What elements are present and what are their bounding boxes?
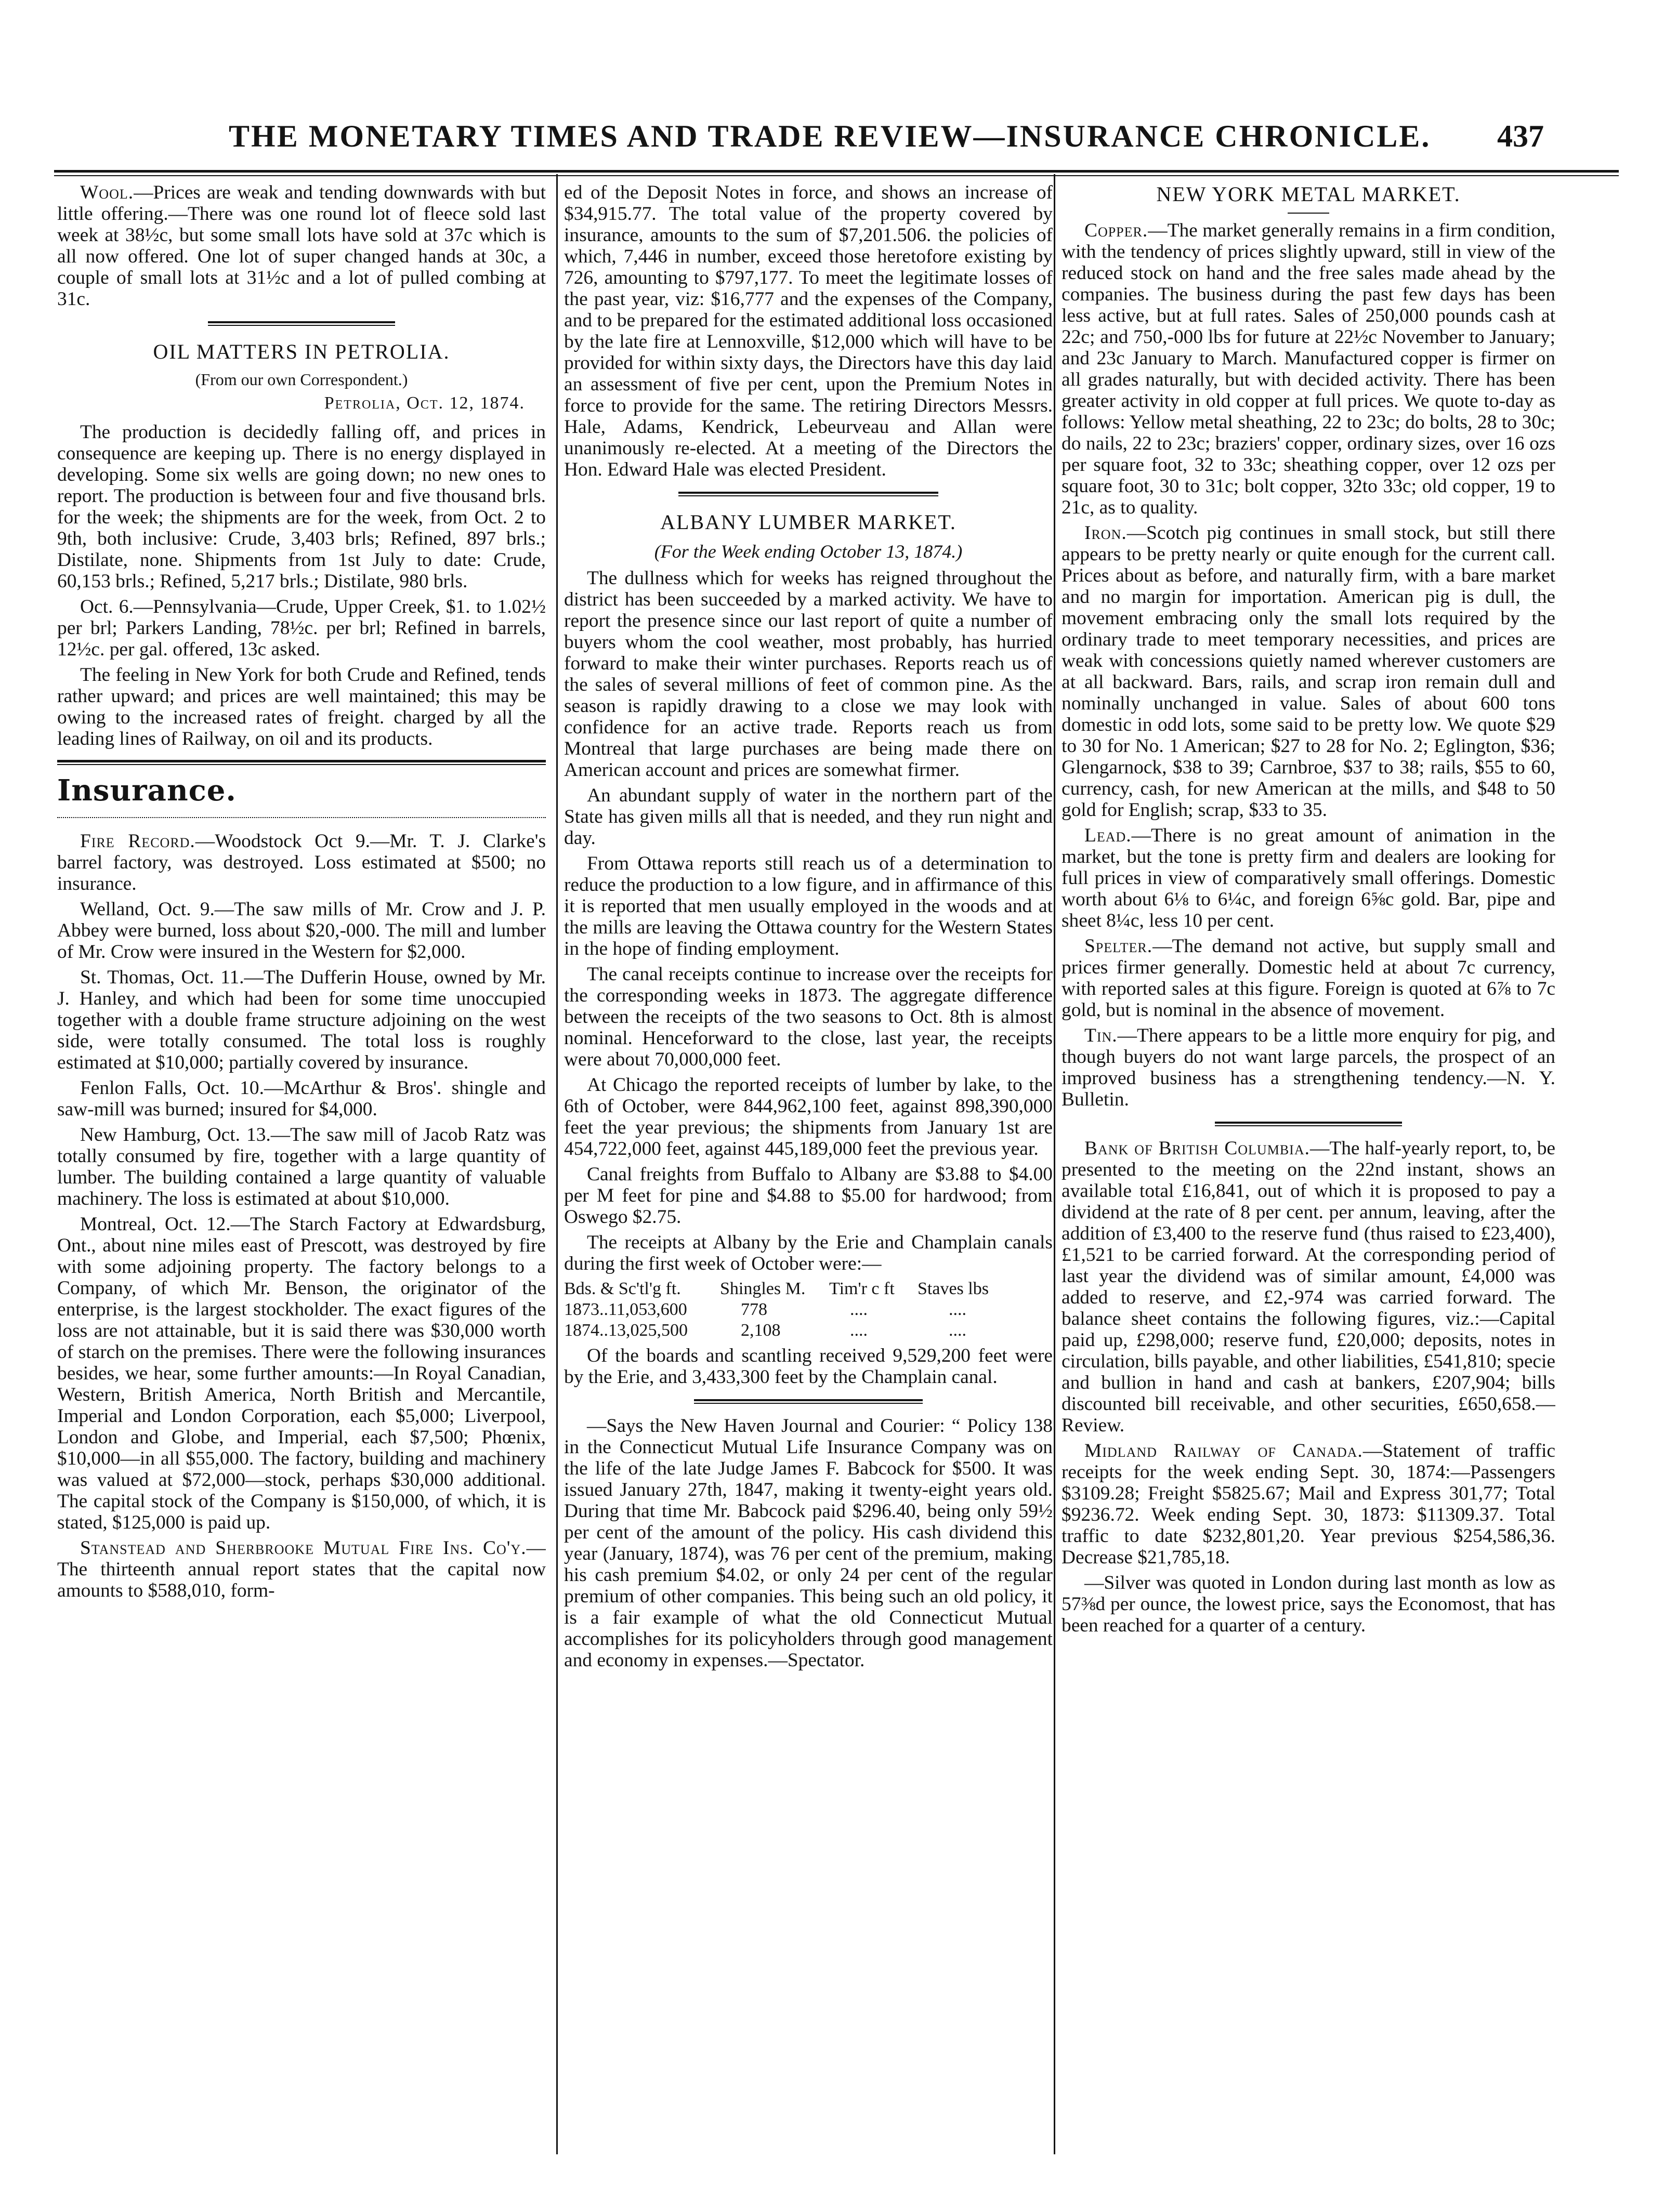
bank-text: —The half-yearly report, to, be presented to the meeting on the 22nd instant, shows an available total £16,841, out of which it is proposed to pay a dividend at the rate of 8 per cent. per annum, leaving, after the addition of £3,400 to the reserve fund (thus raised to £23,400), £1,521 to be carried forward. At the corresponding period of last year the dividend was of similar amount, £4,000 was added to reserve, and £2,-974 was carried forward. The balance sheet contains the following figures, viz.:—Capital paid up, £298,000; reserve fund, £20,000; deposits, notes in circulation, bills payable, and other liabilities, £541,810; specie and bullion in hand and cash at bankers, £207,904; bills discounted bill receivable, and other securities, £650,658.—Review.: [1062, 1138, 1555, 1436]
new-hamburg-paragraph: New Hamburg, Oct. 13.—The saw mill of Jacob Ratz was totally consumed by fire, together with a large quantity of lumber. The building contained a large quantity of valuable machinery. The loss is estimated at about $10,000.: [57, 1124, 546, 1209]
fire-record-lead: Fire Record.: [80, 831, 195, 852]
albany-subheading: (For the Week ending October 13, 1874.): [654, 541, 963, 562]
table-row: [564, 1320, 1053, 1341]
montreal-paragraph: Montreal, Oct. 12.—The Starch Factory at Edwardsburg, Ont., about nine miles east of Prescott, was destroyed by fire with some adjoining property. The factory belongs to a Company, of which Mr. Benson, the originator of the enterprise, is the largest stockholder. The exact figures of the loss are not attainable, but it is said there was $30,000 worth of starch on the premises. There were the following insurances besides, we hear, some further amounts:—In Royal Canadian, Western, British America, North British and Mercantile, Imperial and London Corporation, each $5,000; Liverpool, London and Globe, and Imperial, each $7,500; Phœnix, $10,000—in all $55,000. The factory, building and machinery was valued at $72,000—stock, perhaps $30,000 additional. The capital stock of the Company is $150,000, of which, it is stated, $125,000 is paid up.: [57, 1214, 546, 1533]
albany-paragraph-1: The dullness which for weeks has reigned throughout the district has been succeeded by a marked activity. We have to report the presence since our last report of quite a number of buyers whom the cool weather, most probably, has hurried forward to make their winter purchases. Reports reach us of the sales of several millions of feet of common pine. As the season is rapidly drawing to a close we may look with confidence for an active trade. Reports reach us from Montreal that large purchases are being made there on American account and prices are somewhat firmer.: [564, 568, 1053, 781]
oil-paragraph-2: Oct. 6.—Pennsylvania—Crude, Upper Creek, $1. to 1.02½ per brl; Parkers Landing, 78½c. per brl; Refined in barrels, 12½c. per gal. offered, 13c asked.: [57, 596, 546, 660]
page-number: 437: [1497, 119, 1544, 153]
section-rule: [1215, 1122, 1402, 1126]
stanstead-continued: ed of the Deposit Notes in force, and shows an increase of $34,915.77. The total value of the property covered by insurance, amounts to the sum of $7,201.506. the policies of which, 7,446 in number, exceed those heretofore existing by 726, amounting to $797,177. To meet the legitimate losses of the past year, viz: $16,777 and the expenses of the Company, and to be prepared for the estimated additional loss occasioned by the late fire at Lennoxville, $12,000 which will have to be provided for within sixty days, the Directors have this day laid an assessment of five per cent, upon the Premium Notes in force to provide for the same. The retiring Directors Messrs. Hale, Adams, Kendrick, Lebeurveau and Allan were unanimously re-elected. At a meeting of the Directors the Hon. Edward Hale was elected President.: [564, 182, 1053, 480]
column-1: [57, 182, 546, 2167]
albany-heading: ALBANY LUMBER MARKET.: [660, 510, 957, 534]
albany-paragraph-2: An abundant supply of water in the northern part of the State has given mills all that is needed, and they run night and day.: [564, 785, 1053, 849]
table-header-cell: Staves lbs: [918, 1279, 989, 1298]
section-rule: [678, 492, 938, 496]
iron-lead: Iron.: [1084, 522, 1127, 544]
albany-paragraph-3: From Ottawa reports still reach us of a determination to reduce the production to a low figure, and in affirmance of this it is reported that men usually employed in the woods and at the mills are leaving the Ottawa country for the Western States in the hope of finding employment.: [564, 853, 1053, 959]
table-cell: ....: [850, 1300, 868, 1319]
stanstead-paragraph: [57, 1537, 546, 1601]
insurance-heading: Insurance.: [57, 773, 237, 808]
masthead-title: THE MONETARY TIMES AND TRADE REVIEW—INSURANCE CHRONICLE.: [229, 119, 1431, 153]
fire-record-text: —Woodstock Oct 9.—Mr. T. J. Clarke's barrel factory, was destroyed. Loss estimated at $500; no insurance.: [57, 831, 546, 894]
midland-text: —Statement of traffic receipts for the week ending Sept. 30, 1874:—Passengers $3109.28; Freight $5825.67; Mail and Express 301,77; Total $9236.72. Week ending Sept. 30, 1873: $11309.37. Total traffic to date $232,801,20. Year previous $254,586,36. Decrease $21,785,18.: [1062, 1440, 1555, 1568]
copper-text: —The market generally remains in a firm condition, with the tendency of prices slightly upward, still in view of the reduced stock on hand and the free sales made ahead by the companies. The business during the past few days has been less active, but at full rates. Sales of 250,000 pounds cash at 22c; and 750,-000 lbs for future at 22½c November to January; and 23c January to March. Manufactured copper is firmer on all grades naturally, but with decided activity. There has been greater activity in old copper at full prices. We quote to-day as follows: Yellow metal sheathing, 22 to 23c; do bolts, 28 to 30c; do nails, 22 to 23c; braziers' copper, ordinary sizes, over 16 ozs per square foot, 32 to 33c; sheathing copper, over 12 ozs per square foot, 30 to 31c; bolt copper, 32to 33c; old copper, 19 to 21c, as to quality.: [1062, 220, 1555, 518]
albany-paragraph-5: At Chicago the reported receipts of lumber by lake, to the 6th of October, were 844,962,100 feet, against 898,390,000 feet the year previous; the shipments from January 1st are 454,722,000 feet, against 445,189,000 feet the previous year.: [564, 1074, 1053, 1160]
metal-heading: NEW YORK METAL MARKET.: [1156, 182, 1461, 206]
oil-paragraph-1: The production is decidedly falling off, and prices in consequence are keeping up. There is no energy displayed in developing. Some six wells are going down; no new ones to report. The production is between four and five thousand brls. for the week; the shipments are for the week, from Oct. 2 to 9th, both inclusive: Crude, 3,403 brls; Refined, 897 brls.; Distilate, none. Shipments from 1st July to date: Crude, 60,153 brls.; Refined, 5,217 brls.; Distilate, 980 brls.: [57, 422, 546, 592]
fire-record-paragraph: [57, 831, 546, 894]
table-cell: 778: [741, 1300, 767, 1319]
section-rule: [208, 321, 395, 326]
wool-paragraph: [57, 182, 546, 310]
tin-text: —There appears to be a little more enquiry for pig, and though buyers do not want large parcels, the prospect of an improved business has a strengthening tendency.—N. Y. Bulletin.: [1062, 1025, 1555, 1110]
spelter-paragraph: [1062, 936, 1555, 1021]
new-haven-paragraph: —Says the New Haven Journal and Courier: “ Policy 138 in the Connecticut Mutual Life Insurance Company was on the life of the late Judge James F. Babcock for $500. It was issued January 27th, 1847, making it twenty-eight years old. During that time Mr. Babcock paid $296.40, being only 59½ per cent of the amount of the policy. His cash dividend this year (January, 1874), was 76 per cent of the premium, making his cash premium $4.02, or only 24 per cent of the regular premium of other companies. This being such an old policy, it is a fair example of what the old Connecticut Mutual accomplishes for its policyholders through good management and economy in expenses.—Spectator.: [564, 1415, 1053, 1671]
table-row: [564, 1299, 1053, 1320]
wool-lead: Wool.: [80, 182, 134, 203]
oil-dateline: Petrolia, Oct. 12, 1874.: [324, 393, 525, 413]
bank-lead: Bank of British Columbia.: [1084, 1138, 1310, 1159]
table-cell: 1874..13,025,500: [564, 1321, 688, 1340]
table-cell: ....: [850, 1321, 868, 1340]
column-2: [564, 182, 1053, 2167]
receipts-table: [564, 1279, 1053, 1341]
albany-paragraph-7: The receipts at Albany by the Erie and Champlain canals during the first week of October were:—: [564, 1232, 1053, 1274]
table-cell: 2,108: [741, 1321, 781, 1340]
tin-lead: Tin.: [1084, 1025, 1118, 1046]
column-rule-right: [1054, 174, 1055, 2154]
table-header-cell: Shingles M.: [720, 1279, 806, 1298]
oil-subheading: (From our own Correspondent.): [195, 370, 408, 389]
column-rule-left: [556, 174, 558, 2154]
bank-paragraph: [1062, 1138, 1555, 1436]
table-header-cell: Tim'r c ft: [829, 1279, 895, 1298]
fenlon-paragraph: Fenlon Falls, Oct. 10.—McArthur & Bros'. shingle and saw-mill was burned; insured for $4,000.: [57, 1077, 546, 1120]
silver-paragraph: —Silver was quoted in London during last month as low as 57⅜d per ounce, the lowest price, says the Economost, that has been reached for a quarter of a century.: [1062, 1572, 1555, 1636]
wool-text: —Prices are weak and tending downwards with but little offering.—There was one round lot of fleece sold last week at 38½c, but some small lots have sold at 37c which is all now offered. One lot of super changed hands at 30c, a couple of small lots at 31½c and a lot of pulled combing at 31c.: [57, 182, 546, 310]
section-rule: [694, 1399, 923, 1404]
spelter-text: —The demand not active, but supply small and prices firmer generally. Domestic held at about 7c currency, with reported sales at this figure. Foreign is quoted at 6⅞ to 7c gold, but is nominal in the absence of movement.: [1062, 936, 1555, 1021]
midland-lead: Midland Railway of Canada.: [1084, 1440, 1363, 1462]
oil-heading: OIL MATTERS IN PETROLIA.: [153, 340, 450, 363]
table-cell: 1873..11,053,600: [564, 1300, 687, 1319]
iron-paragraph: [1062, 522, 1555, 821]
table-header-row: [564, 1279, 1053, 1299]
albany-paragraph-4: The canal receipts continue to increase over the receipts for the corresponding weeks in 1873. The aggregate difference between the receipts of the two seasons to Oct. 8th is almost nominal. Henceforward to the close, last year, the receipts were about 70,000,000 feet.: [564, 964, 1053, 1070]
header-rule: [54, 170, 1619, 176]
insurance-rule: [57, 760, 546, 765]
table-header-cell: Bds. & Sc'tl'g ft.: [564, 1279, 681, 1298]
welland-paragraph: Welland, Oct. 9.—The saw mills of Mr. Crow and J. P. Abbey were burned, loss about $20,-000. The mill and lumber of Mr. Crow were insured in the Western for $2,000.: [57, 899, 546, 963]
midland-paragraph: [1062, 1440, 1555, 1568]
stanstead-text: —The thirteenth annual report states that the capital now amounts to $588,010, form-: [57, 1537, 546, 1601]
lead-lead: Lead.: [1084, 825, 1132, 846]
albany-paragraph-8: Of the boards and scantling received 9,529,200 feet were by the Erie, and 3,433,300 feet by the Champlain canal.: [564, 1345, 1053, 1388]
table-cell: ....: [949, 1321, 966, 1340]
lead-text: —There is no great amount of animation in the market, but the tone is pretty firm and dealers are looking for full prices in view of comparatively small offerings. Domestic worth about 6⅛ to 6¼c, and foreign 6⅝c gold. Bar, pipe and sheet 8¼c, less 10 per cent.: [1062, 825, 1555, 931]
stanstead-lead: Stanstead and Sherbrooke Mutual Fire Ins. Co'y.: [80, 1537, 527, 1559]
copper-paragraph: [1062, 220, 1555, 518]
lead-paragraph: [1062, 825, 1555, 931]
oil-paragraph-3: The feeling in New York for both Crude and Refined, tends rather upward; and prices are well maintained; this may be owing to the increased rates of freight. charged by all the leading lines of Railway, on oil and its products.: [57, 664, 546, 749]
tiny-rule: [1288, 213, 1329, 214]
iron-text: —Scotch pig continues in small stock, but still there appears to be pretty nearly or quite enough for the current call. Prices about as before, and naturally firm, with a bare market and no margin for importation. American pig is dull, the movement embracing only the small lots required by the ordinary trade to meet temporary necessities, and prices are weak with concessions quietly named wherever customers are at all backward. Bars, rails, and scrap iron remain dull and nominally unchanged in value. Sales of about 600 tons domestic in odd lots, some said to be pretty low. We quote $29 to 30 for No. 1 American; $27 to 28 for No. 2; Eglington, $36; Glengarnock, $38 to 39; Carnbroe, $37 to 38; rails, $55 to 60, currency, cash, for new American at the mills, and $48 to 50 gold for English; scrap, $33 to 35.: [1062, 522, 1555, 821]
wavy-rule: [57, 812, 546, 818]
albany-paragraph-6: Canal freights from Buffalo to Albany are $3.88 to $4.00 per M feet for pine and $4.88 to $5.00 for hardwood; from Oswego $2.75.: [564, 1164, 1053, 1228]
spelter-lead: Spelter.: [1084, 936, 1153, 957]
column-3: [1062, 182, 1555, 2167]
copper-lead: Copper.: [1084, 220, 1148, 241]
st-thomas-paragraph: St. Thomas, Oct. 11.—The Dufferin House, owned by Mr. J. Hanley, and which had been for some time unoccupied together with a double frame structure adjoining on the west side, were totally consumed. The total loss is roughly estimated at $10,000; partially covered by insurance.: [57, 967, 546, 1073]
table-cell: ....: [949, 1300, 966, 1319]
tin-paragraph: [1062, 1025, 1555, 1110]
